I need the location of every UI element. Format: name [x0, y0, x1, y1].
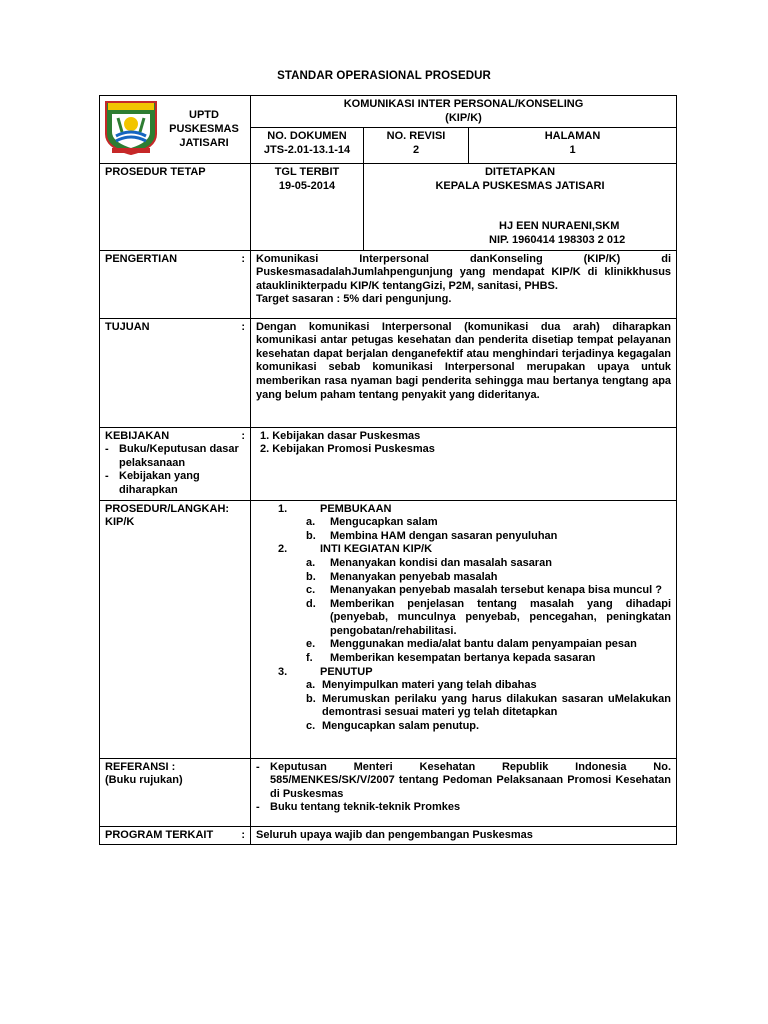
org-cell — [100, 96, 251, 164]
signer-nip: NIP. 1960414 198303 2 012 — [489, 233, 626, 246]
approval-by: KEPALA PUSKESMAS JATISARI — [435, 179, 605, 192]
sop-title-line1: KOMUNIKASI INTER PERSONAL/KONSELING — [343, 98, 584, 110]
pengertian-content — [251, 250, 677, 318]
prosedur-label-line2: KIP/K — [105, 516, 135, 529]
prosedur-content — [251, 500, 677, 758]
protap-label: PROSEDUR TETAP — [100, 164, 251, 250]
page-cell — [469, 128, 677, 164]
step-item: a. Menyimpulkan materi yang telah dibahas — [306, 679, 537, 692]
referensi-label-line2: (Buku rujukan) — [105, 774, 183, 787]
regional-emblem-icon — [102, 98, 160, 156]
step-item: a. Mengucapkan salam — [306, 516, 438, 529]
step-item: f. Memberikan kesempatan bertanya kepada sasaran — [306, 652, 596, 665]
kebijakan-item: 1. Kebijakan dasar Puskesmas — [260, 429, 421, 442]
step-item: c. Mengucapkan salam penutup. — [306, 720, 480, 733]
kebijakan-item: 2. Kebijakan Promosi Puskesmas — [260, 443, 435, 456]
referensi-label-line1: REFERANSI : — [105, 760, 176, 773]
program-colon: : — [241, 828, 245, 841]
step-item: c. Menanyakan penyebab masalah tersebut kenapa bisa muncul ? — [306, 584, 662, 597]
tujuan-text: Dengan komunikasi Interpersonal (komunikasi dua arah) diharapkan komunikasi antar petugas kesehatan dan penderita disetiap tempat pelayanan kesehatan dapat berjalan denganefektif atau menghindari terjadinya kegagalan komunikasi sebab komunikasi Interpersonal merupakan upaya untuk memberikan rasa nyaman bagi penderita sehingga mau bertanya tengtang apa yang belum paham tentang penyakit yang dideritanya. — [251, 318, 677, 427]
section-title: 2. INTI KEGIATAN KIP/K — [278, 543, 433, 556]
revision-value: 2 — [412, 143, 420, 156]
doc-no-value: JTS-2.01-13.1-14 — [263, 143, 351, 156]
pengertian-target: Target sasaran : 5% dari pengunjung. — [256, 293, 452, 306]
org-line2: PUSKESMAS — [169, 123, 239, 135]
page-value: 1 — [569, 143, 576, 156]
pengertian-label: PENGERTIAN — [105, 252, 178, 265]
org-line3: JATISARI — [179, 137, 229, 149]
section-title: 3. PENUTUP — [278, 665, 373, 678]
step-item: b. Membina HAM dengan sasaran penyuluhan — [306, 529, 558, 542]
pengertian-label-cell — [100, 250, 251, 318]
referensi-content — [251, 758, 677, 826]
doc-no-cell — [251, 128, 364, 164]
section-title: 1. PEMBUKAAN — [278, 502, 392, 515]
sop-table — [99, 95, 677, 845]
kebijakan-content — [251, 427, 677, 500]
kebijakan-sub-item: - Kebijakan yang diharapkan — [105, 470, 200, 496]
program-label: PROGRAM TERKAIT — [105, 828, 214, 841]
step-item: a. Menanyakan kondisi dan masalah sasaran — [306, 556, 552, 569]
step-item: e. Menggunakan media/alat bantu dalam penyampaian pesan — [306, 638, 637, 651]
sop-title-line2: (KIP/K) — [445, 111, 482, 124]
issue-date-value: 19-05-2014 — [278, 179, 336, 192]
referensi-item: - Keputusan Menteri Kesehatan Republik Indonesia No. 585/MENKES/SK/V/2007 tentang Pedoman Pelaksanaan Promosi Kesehatan di Puskesmas — [256, 760, 672, 800]
referensi-label-cell — [100, 758, 251, 826]
program-label-cell — [100, 826, 251, 845]
tujuan-label-cell — [100, 318, 251, 427]
signer-name: HJ EEN NURAENI,SKM — [499, 220, 620, 233]
page-label: HALAMAN — [544, 130, 601, 143]
prosedur-label-cell — [100, 500, 251, 758]
step-item: d. Memberikan penjelasan tentang masalah yang dihadapi (penyebab, munculnya penyebab, pencegahan, peningkatan pengobatan/rehabilitasi. — [306, 597, 672, 637]
pengertian-colon: : — [241, 252, 245, 265]
tujuan-colon: : — [241, 320, 245, 333]
kebijakan-label: KEBIJAKAN — [105, 429, 170, 442]
document-title: STANDAR OPERASIONAL PROSEDUR — [277, 70, 491, 82]
kebijakan-sub-item: - Buku/Keputusan dasar pelaksanaan — [105, 443, 239, 469]
tujuan-label: TUJUAN — [105, 320, 150, 333]
kebijakan-colon: : — [241, 429, 245, 442]
issue-date-label: TGL TERBIT — [274, 166, 340, 179]
kebijakan-label-cell — [100, 427, 251, 500]
issue-date-cell — [251, 164, 364, 250]
doc-no-label: NO. DOKUMEN — [267, 130, 347, 143]
org-line1: UPTD — [189, 109, 219, 121]
program-text: Seluruh upaya wajib dan pengembangan Puskesmas — [251, 826, 677, 845]
prosedur-label-line1: PROSEDUR/LANGKAH: — [105, 502, 230, 515]
approval-cell — [364, 164, 677, 250]
step-item: b. Menanyakan penyebab masalah — [306, 570, 498, 583]
revision-label: NO. REVISI — [386, 130, 446, 143]
sop-title-cell — [251, 96, 677, 128]
step-item: b. Merumuskan perilaku yang harus dilakukan sasaran uMelakukan demontrasi sesuai materi yg telah ditetapkan — [306, 692, 672, 719]
pengertian-text: Komunikasi Interpersonal danKonseling (KIP/K) di PuskesmasadalahJumlahpengunjung yang mendapat KIP/K di klinikkhusus atauklinikterpadu KIP/K tentangGizi, P2M, sanitasi, PHBS. — [256, 252, 672, 292]
referensi-item: - Buku tentang teknik-teknik Promkes — [256, 801, 461, 814]
approval-label: DITETAPKAN — [484, 166, 556, 179]
revision-cell — [364, 128, 469, 164]
